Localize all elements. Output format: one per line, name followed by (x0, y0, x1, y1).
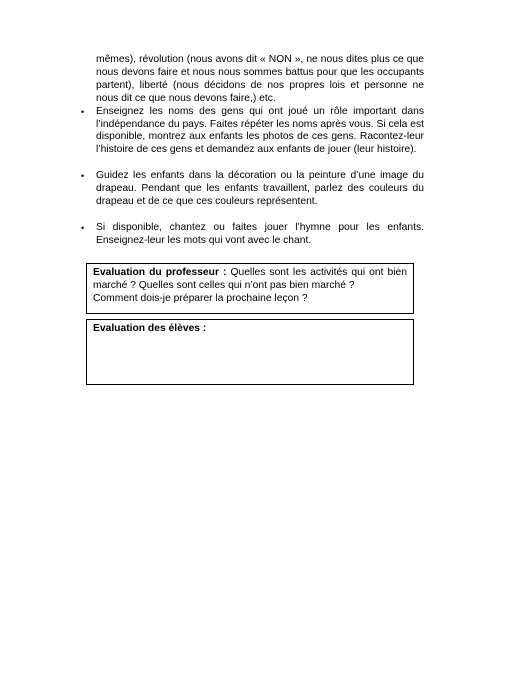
bullet-icon: • (81, 171, 85, 182)
list-item-text: Guidez les enfants dans la décoration ou la peinture d’une image du drapeau. Pendant que les enfants travaillent, parlez des couleurs du drapeau et de ce que ces couleurs représentent. (96, 170, 424, 207)
list-item-text: Enseignez les noms des gens qui ont joué un rôle important dans l’indépendance du pays. Faites répéter les noms après vous. Si cela est disponible, montrez aux enfants les photos de ces gens. Racontez-leur l’histoire de ces gens et demandez aux enfants de jouer (leur histoire). (96, 105, 424, 156)
teacher-evaluation-question: Comment dois-je préparer la prochaine leçon ? (93, 292, 308, 304)
teacher-evaluation-text: Quelles sont les activités qui ont bien marché ? Quelles sont celles qui n’ont pas bien marché ? (93, 267, 407, 291)
teacher-evaluation-line (93, 267, 407, 293)
activity-list (81, 105, 424, 248)
list-item (81, 221, 424, 248)
bullet-icon: • (81, 106, 85, 117)
list-item (81, 170, 424, 209)
list-item-text: Si disponible, chantez ou faites jouer l’hymne pour les enfants. Enseignez-leur les mots qui vont avec le chant. (96, 221, 424, 246)
continued-paragraph: mêmes), révolution (nous avons dit « NON », ne nous dites plus ce que nous devons faire et nous nous sommes battus pour que les occupants partent), liberté (nous décidons de nos propres lois et personne ne nous dit ce que nous devons faire,) etc. (96, 54, 424, 104)
list-item (81, 105, 424, 158)
student-evaluation-label: Evaluation des élèves : (93, 323, 207, 334)
student-evaluation-box (86, 319, 414, 385)
teacher-evaluation-box (86, 263, 414, 314)
page-content (81, 54, 424, 248)
bullet-icon: • (81, 222, 85, 233)
teacher-evaluation-label: Evaluation du professeur : (93, 267, 227, 278)
